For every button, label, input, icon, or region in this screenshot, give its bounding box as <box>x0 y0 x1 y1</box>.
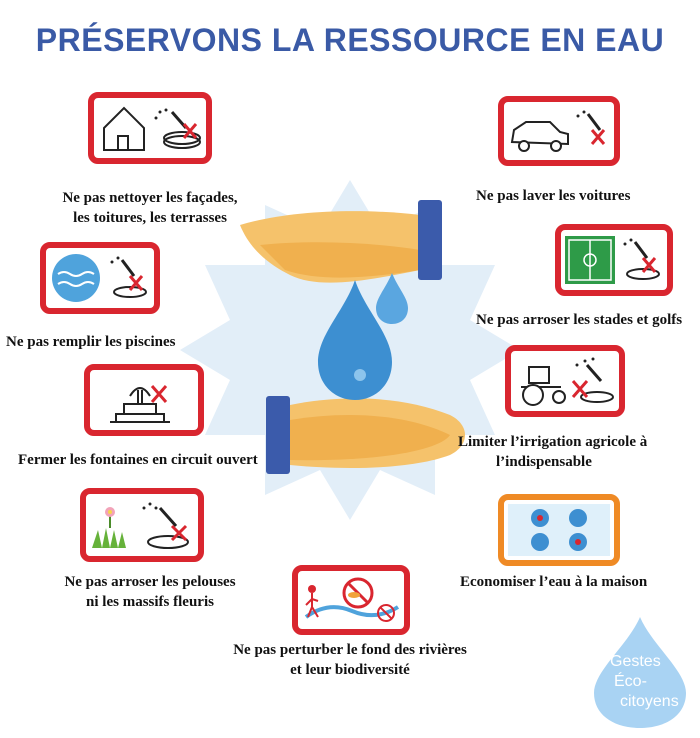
voitures-card <box>498 96 620 166</box>
car-icon <box>512 122 568 151</box>
hose-crossed-icon <box>143 503 189 549</box>
rivieres-label-1: Ne pas perturber le fond des rivières <box>233 642 467 658</box>
maison-card <box>498 494 620 566</box>
badge-line-1: Gestes <box>610 653 661 670</box>
home-water-icons <box>508 504 610 556</box>
badge-line-2: Éco- <box>614 673 647 690</box>
hose-crossed-icon <box>624 239 660 280</box>
flower-lawn-icon <box>92 507 126 548</box>
fontaines-card <box>84 364 204 436</box>
pelouses-label-1: Ne pas arroser les pelouses <box>64 574 236 590</box>
badge-line-3: citoyens <box>620 693 679 710</box>
hose-crossed-icon <box>155 109 201 149</box>
irrigation-card <box>505 345 625 417</box>
facades-label-1: Ne pas nettoyer les façades, <box>62 190 238 206</box>
maison-label: Economiser l’eau à la maison <box>460 574 648 590</box>
piscines-card <box>40 242 160 314</box>
pelouses-card <box>80 488 204 562</box>
stades-card <box>555 224 673 296</box>
rivieres-card <box>292 565 410 635</box>
hose-crossed-icon <box>573 358 613 403</box>
cross-icon <box>152 386 166 402</box>
piscines-label: Ne pas remplir les piscines <box>6 334 176 350</box>
facades-label-2: les toitures, les terrasses <box>73 210 227 226</box>
stadium-icon <box>565 236 615 284</box>
stades-label: Ne pas arroser les stades et golfs <box>476 312 683 328</box>
voitures-label: Ne pas laver les voitures <box>476 188 631 204</box>
house-icon <box>104 108 144 150</box>
page-title: PRÉSERVONS LA RESSOURCE EN EAU <box>35 22 665 58</box>
irrigation-label-2: l’indispensable <box>496 454 592 470</box>
hose-crossed-icon <box>577 111 605 145</box>
irrigation-label-1: Limiter l’irrigation agricole à <box>458 434 648 450</box>
pelouses-label-2: ni les massifs fleuris <box>86 594 214 610</box>
hose-crossed-icon <box>111 257 147 298</box>
facades-card <box>88 92 212 164</box>
pool-icon <box>52 254 100 302</box>
tractor-icon <box>521 367 565 405</box>
rivieres-label-2: et leur biodiversité <box>290 662 410 678</box>
river-biodiversity-icon <box>306 579 398 621</box>
fontaines-label: Fermer les fontaines en circuit ouvert <box>18 452 258 468</box>
